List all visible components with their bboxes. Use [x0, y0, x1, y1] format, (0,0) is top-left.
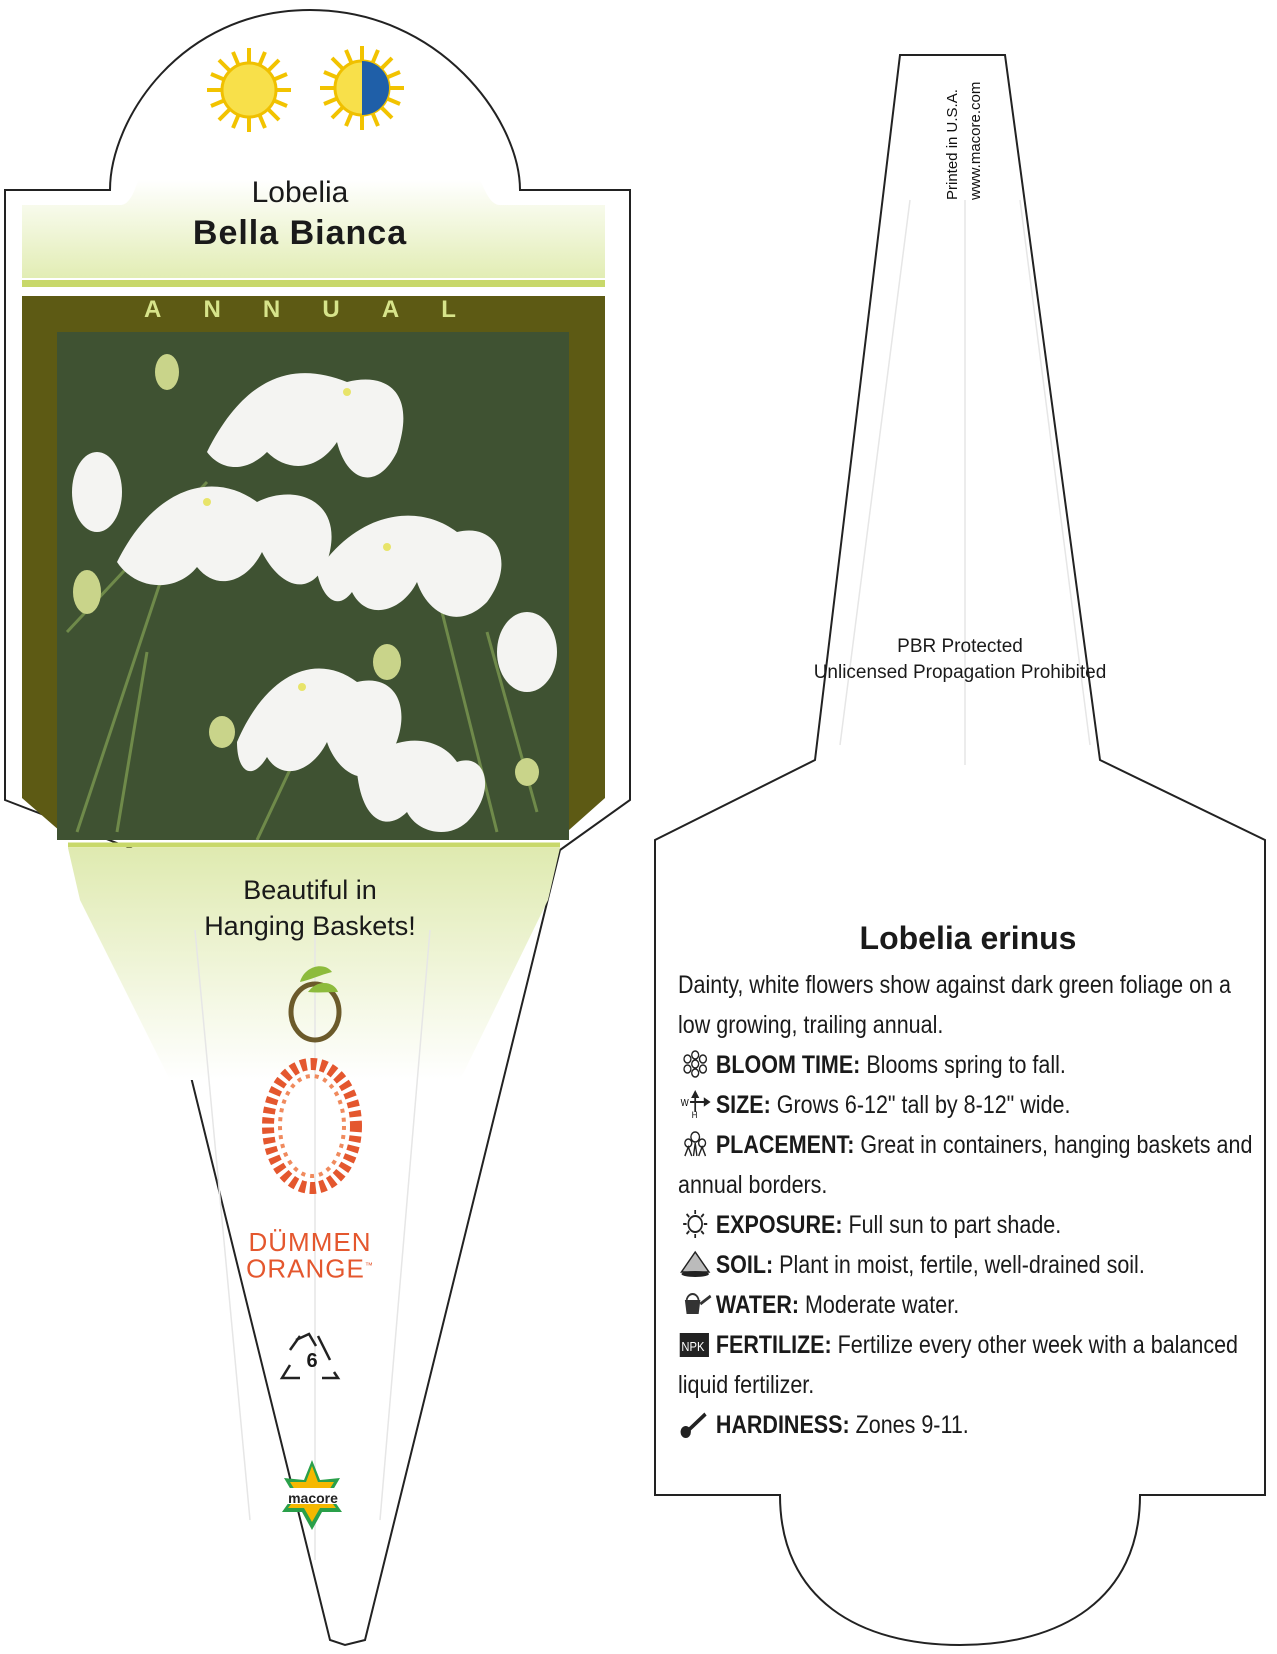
- size-arrows-icon: [678, 1090, 712, 1118]
- soil-pile-icon: [678, 1250, 712, 1278]
- variety-name: Bella Bianca: [192, 214, 408, 252]
- printed-line2: www.macore.com: [967, 81, 984, 200]
- tagline-line1: Beautiful in: [243, 875, 377, 905]
- plant-photo: [57, 332, 569, 840]
- flower-icon: [678, 1050, 712, 1078]
- botanical-name: Lobelia erinus: [859, 920, 1077, 956]
- tagline-line2: Hanging Baskets!: [204, 911, 416, 941]
- care-row-fertilize: NPK FERTILIZE: Fertilize every other week with a balanced liquid fertilizer.: [678, 1331, 1239, 1399]
- recycle-code: 6: [306, 1350, 318, 1372]
- category-letter: U: [322, 296, 340, 323]
- category-letter: A: [144, 296, 162, 323]
- svg-text:W: W: [680, 1097, 689, 1109]
- brand-line1: DÜMMEN: [248, 1227, 372, 1257]
- pbr-line1: PBR Protected: [897, 636, 1023, 657]
- care-row-size: W H SIZE: Grows 6-12" tall by 8-12" wide.: [678, 1085, 1257, 1125]
- category-label: [60, 296, 540, 324]
- tagline: [130, 872, 490, 944]
- plant-description: Dainty, white flowers show against dark green foliage on a low growing, trailing annual.: [678, 971, 1231, 1039]
- pbr-line2: Unlicensed Propagation Prohibited: [813, 662, 1107, 683]
- category-letter: N: [203, 296, 221, 323]
- svg-text:NPK: NPK: [681, 1339, 705, 1355]
- watering-can-icon: [678, 1290, 712, 1318]
- full-sun-icon: [207, 48, 291, 132]
- care-row-bloom-time: BLOOM TIME: Blooms spring to fall.: [678, 1045, 1257, 1085]
- pbr-notice: [770, 634, 1150, 686]
- trademark: ™: [364, 1261, 374, 1270]
- placement-plants-icon: [678, 1130, 712, 1158]
- printed-info: [935, 52, 995, 282]
- printed-line1: Printed in U.S.A.: [944, 89, 961, 200]
- part-shade-icon: [320, 46, 404, 130]
- category-letter: N: [262, 296, 281, 323]
- printer-logo-text: macore: [288, 1490, 338, 1506]
- care-row-soil: SOIL: Plant in moist, fertile, well-drained soil.: [678, 1245, 1257, 1285]
- care-row-hardiness: HARDINESS: Zones 9-11.: [678, 1405, 1257, 1445]
- npk-icon: [678, 1330, 712, 1358]
- title-band-underline: [22, 280, 605, 287]
- care-row-exposure: EXPOSURE: Full sun to part shade.: [678, 1205, 1257, 1245]
- brand-line2: ORANGE™: [246, 1253, 374, 1284]
- sun-outline-icon: [678, 1210, 712, 1238]
- care-row-water: WATER: Moderate water.: [678, 1285, 1257, 1325]
- care-row-placement: PLACEMENT: Great in containers, hanging baskets and annual borders.: [678, 1131, 1253, 1199]
- brand-name: [230, 1227, 390, 1284]
- category-letter: L: [441, 296, 456, 323]
- svg-text:H: H: [691, 1109, 698, 1118]
- thermometer-icon: [678, 1410, 712, 1438]
- care-instructions: [678, 920, 1258, 1445]
- category-letter: A: [381, 296, 400, 323]
- common-name: Lobelia: [251, 176, 349, 209]
